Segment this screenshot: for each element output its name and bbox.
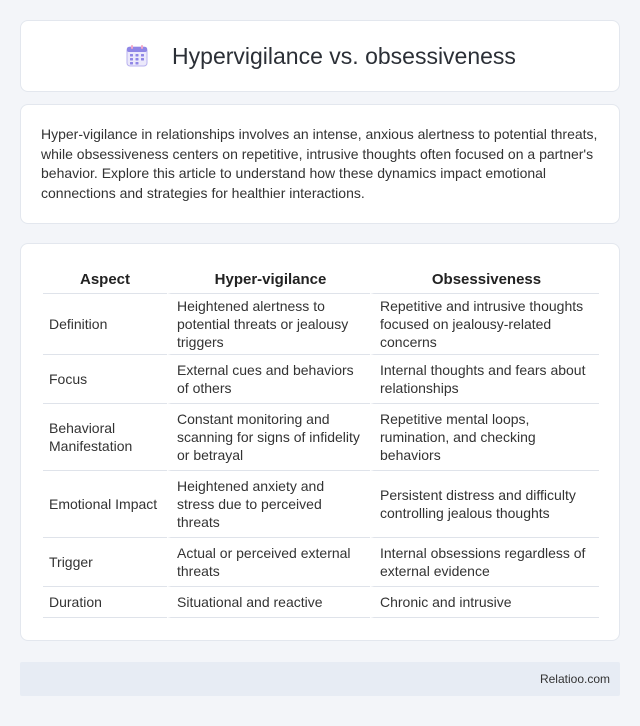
row-hyper-vigilance: Actual or perceived external threats: [167, 538, 370, 587]
table-row: [43, 538, 599, 587]
table-row: [43, 294, 599, 355]
row-aspect: Behavioral Manifestation: [43, 404, 167, 471]
intro-card: [20, 104, 620, 224]
footer-site-link[interactable]: Relatioo.com: [539, 672, 610, 686]
row-obsessiveness: Persistent distress and difficulty controlling jealous thoughts: [370, 471, 599, 538]
table-row: [43, 404, 599, 471]
row-hyper-vigilance: Heightened alertness to potential threats or jealousy triggers: [167, 294, 370, 355]
calendar-icon: [124, 43, 150, 69]
title-card: [20, 20, 620, 92]
row-obsessiveness: Repetitive and intrusive thoughts focused on jealousy-related concerns: [370, 294, 599, 355]
table-row: [43, 471, 599, 538]
row-hyper-vigilance: External cues and behaviors of others: [167, 355, 370, 404]
footer: [20, 662, 620, 696]
table-row: [43, 587, 599, 618]
table-row: [43, 355, 599, 404]
row-obsessiveness: Internal obsessions regardless of external evidence: [370, 538, 599, 587]
comparison-card: [20, 243, 620, 641]
row-aspect: Definition: [43, 294, 167, 355]
row-obsessiveness: Internal thoughts and fears about relationships: [370, 355, 599, 404]
header-hyper-vigilance: Hyper-vigilance: [167, 266, 370, 294]
row-hyper-vigilance: Situational and reactive: [167, 587, 370, 618]
header-aspect: Aspect: [43, 266, 167, 294]
row-hyper-vigilance: Constant monitoring and scanning for signs of infidelity or betrayal: [167, 404, 370, 471]
row-aspect: Focus: [43, 355, 167, 404]
page-title: Hypervigilance vs. obsessiveness: [172, 42, 516, 69]
row-hyper-vigilance: Heightened anxiety and stress due to perceived threats: [167, 471, 370, 538]
row-aspect: Duration: [43, 587, 167, 618]
comparison-table: [43, 266, 599, 618]
row-aspect: Emotional Impact: [43, 471, 167, 538]
row-obsessiveness: Repetitive mental loops, rumination, and checking behaviors: [370, 404, 599, 471]
header-obsessiveness: Obsessiveness: [370, 266, 599, 294]
table-header-row: [43, 266, 599, 294]
intro-text: Hyper-vigilance in relationships involves an intense, anxious alertness to potential threats, while obsessiveness centers on repetitive, intrusive thoughts often focused on a partner's behavior. Explore this article to understand how these dynamics impact emotional connections and strategies for healthier interactions.: [41, 126, 598, 201]
row-aspect: Trigger: [43, 538, 167, 587]
row-obsessiveness: Chronic and intrusive: [370, 587, 599, 618]
